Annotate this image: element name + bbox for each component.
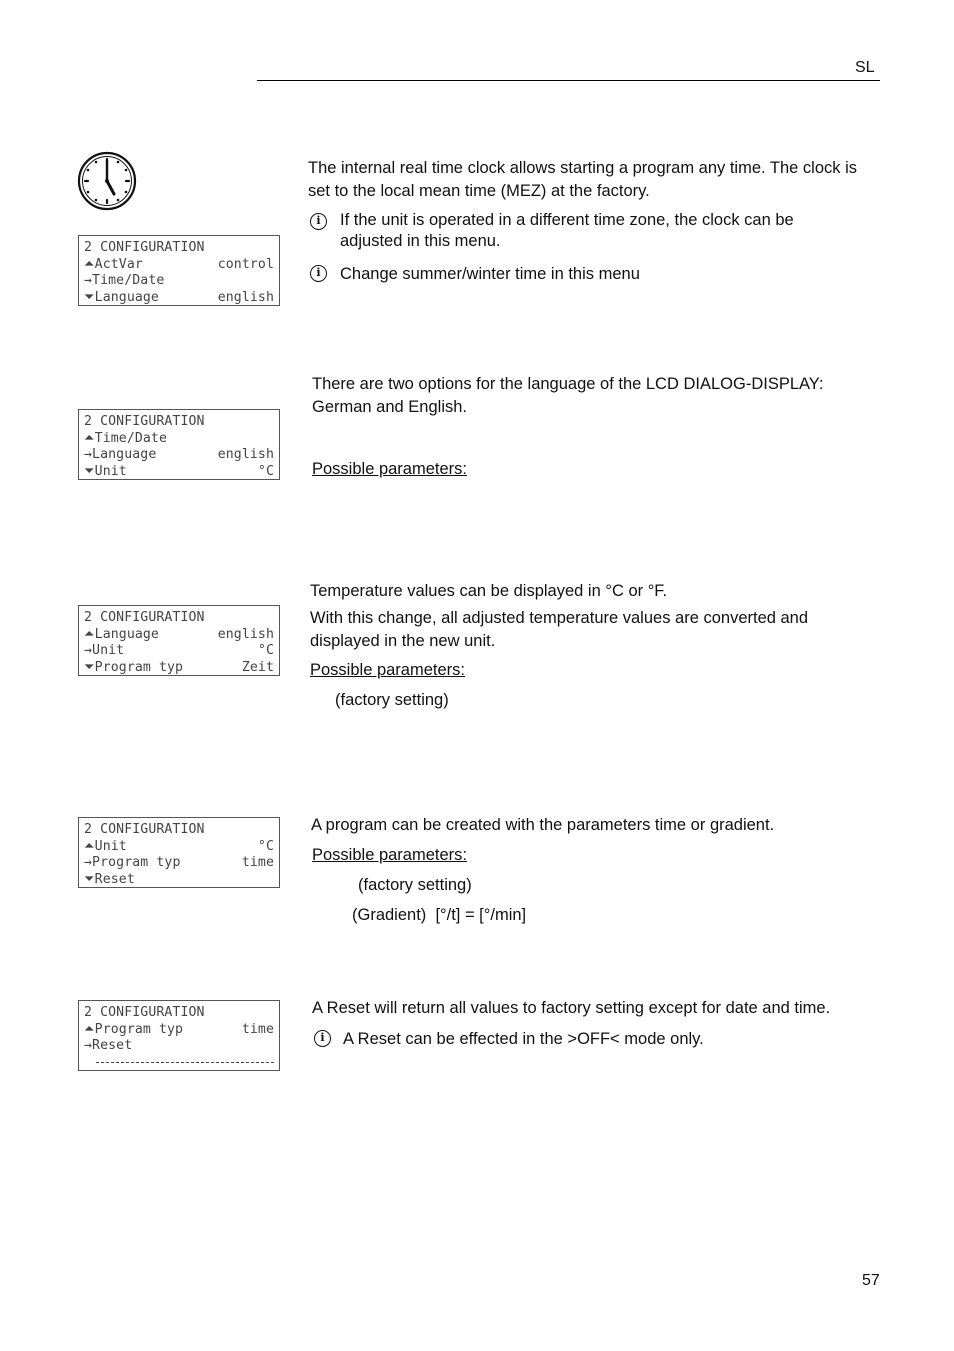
lcd-row-selected: →Language bbox=[84, 447, 157, 462]
lcd-row-value: Zeit bbox=[241, 659, 274, 675]
summer-winter-note: Change summer/winter time in this menu bbox=[340, 265, 640, 283]
select-arrow-icon: → bbox=[84, 1038, 93, 1053]
program-type-possible-parameters: Possible parameters: bbox=[312, 846, 467, 864]
lcd-dashed-line bbox=[96, 1062, 274, 1063]
clock-icon bbox=[77, 151, 137, 211]
header-divider bbox=[257, 80, 880, 81]
lcd-row-value: °C bbox=[257, 838, 274, 854]
unit-description: Temperature values can be displayed in °C or °F. bbox=[310, 582, 668, 600]
header-label: SL bbox=[855, 59, 875, 76]
language-description: There are two options for the language of the LCD DIALOG-DISPLAY: German and English. bbox=[312, 375, 824, 416]
up-arrow-icon: ⏶ bbox=[84, 256, 95, 272]
lcd-row-value: time bbox=[241, 855, 274, 870]
lcd-row-up: ⏶Time/Date bbox=[84, 430, 168, 446]
lcd-title: 2 CONFIGURATION bbox=[84, 414, 205, 429]
lcd-row-down: ⏷Unit bbox=[84, 463, 127, 479]
info-icon: i bbox=[310, 213, 327, 230]
select-arrow-icon: → bbox=[84, 447, 93, 462]
lcd-row-selected: →Unit bbox=[84, 643, 125, 658]
reset-off-mode-note: A Reset can be effected in the >OFF< mode only. bbox=[343, 1030, 704, 1048]
time-date-description: The internal real time clock allows starting a program any time. The clock is set to the local mean time (MEZ) at the factory. bbox=[308, 159, 857, 200]
lcd-row-down: ⏷Reset bbox=[84, 871, 135, 887]
up-arrow-icon: ⏶ bbox=[84, 838, 95, 854]
info-icon: i bbox=[314, 1030, 331, 1047]
lcd-row-up: ⏶Language bbox=[84, 626, 159, 642]
up-arrow-icon: ⏶ bbox=[84, 1021, 95, 1037]
lcd-title: 2 CONFIGURATION bbox=[84, 822, 205, 837]
lcd-display-unit bbox=[78, 605, 280, 676]
down-arrow-icon: ⏷ bbox=[84, 659, 95, 675]
select-arrow-icon: → bbox=[84, 273, 93, 288]
lcd-row-value: english bbox=[217, 626, 274, 642]
lcd-row-up: ⏶Program typ bbox=[84, 1021, 184, 1037]
lcd-row-value: english bbox=[217, 447, 274, 462]
time-zone-note: If the unit is operated in a different time zone, the clock can be adjusted in this menu. bbox=[340, 211, 794, 250]
page-number: 57 bbox=[862, 1272, 880, 1289]
lcd-title: 2 CONFIGURATION bbox=[84, 1005, 205, 1020]
lcd-row-value: control bbox=[217, 256, 274, 272]
down-arrow-icon: ⏷ bbox=[84, 871, 95, 887]
lcd-display-program-type bbox=[78, 817, 280, 888]
program-type-gradient: (Gradient) [°/t] = [°/min] bbox=[352, 906, 527, 924]
up-arrow-icon: ⏶ bbox=[84, 626, 95, 642]
down-arrow-icon: ⏷ bbox=[84, 463, 95, 479]
lcd-row-up: ⏶ActVar bbox=[84, 256, 143, 272]
lcd-display-language bbox=[78, 409, 280, 480]
lcd-title: 2 CONFIGURATION bbox=[84, 240, 205, 255]
language-possible-parameters: Possible parameters: bbox=[312, 460, 467, 478]
lcd-row-value: °C bbox=[257, 643, 274, 658]
lcd-row-up: ⏶Unit bbox=[84, 838, 127, 854]
lcd-row-value: english bbox=[217, 289, 274, 305]
unit-conversion-note: With this change, all adjusted temperature values are converted and displayed in the new unit. bbox=[310, 609, 809, 650]
select-arrow-icon: → bbox=[84, 643, 93, 658]
unit-factory-setting: (factory setting) bbox=[335, 691, 449, 709]
unit-possible-parameters: Possible parameters: bbox=[310, 661, 465, 679]
lcd-row-selected: →Time/Date bbox=[84, 273, 165, 288]
lcd-display-time-date bbox=[78, 235, 280, 306]
lcd-display-reset bbox=[78, 1000, 280, 1071]
lcd-row-down: ⏷Language bbox=[84, 289, 159, 305]
up-arrow-icon: ⏶ bbox=[84, 430, 95, 446]
lcd-row-down: ⏷Program typ bbox=[84, 659, 184, 675]
lcd-row-value: time bbox=[241, 1021, 274, 1037]
lcd-row-selected: →Program typ bbox=[84, 855, 181, 870]
lcd-row-value: °C bbox=[257, 463, 274, 479]
select-arrow-icon: → bbox=[84, 855, 93, 870]
info-icon: i bbox=[310, 265, 327, 282]
lcd-title: 2 CONFIGURATION bbox=[84, 610, 205, 625]
program-type-description: A program can be created with the parameters time or gradient. bbox=[311, 816, 775, 834]
program-type-factory-setting: (factory setting) bbox=[358, 876, 472, 894]
down-arrow-icon: ⏷ bbox=[84, 289, 95, 305]
lcd-row-selected: →Reset bbox=[84, 1038, 133, 1053]
reset-description: A Reset will return all values to factory setting except for date and time. bbox=[312, 999, 831, 1017]
